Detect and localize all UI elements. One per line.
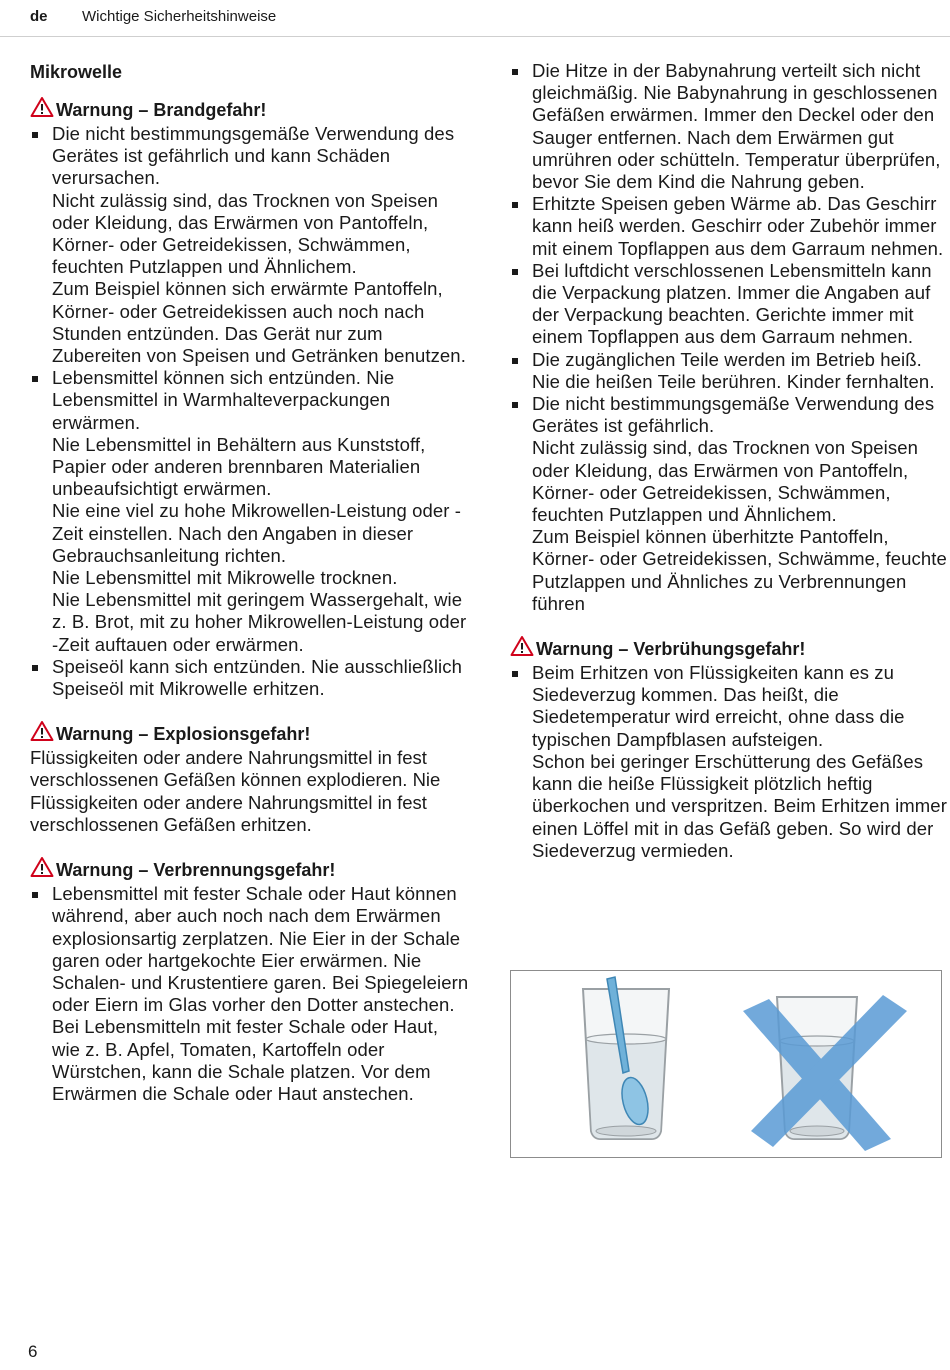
warning-triangle-icon: [30, 96, 56, 123]
list-item-paragraph: Speiseöl kann sich entzünden. Nie ausschließlich Speiseöl mit Mikrowelle erhitzen.: [52, 655, 462, 700]
scald-warning-list: [510, 662, 950, 862]
list-item-paragraph: Nie Lebensmittel mit geringem Wassergehalt, wie z. B. Brot, mit zu hoher Mikrowellen-Leistung oder -Zeit auftauen oder erwärmen.: [52, 589, 467, 655]
warning-title: Warnung – Brandgefahr!: [56, 99, 267, 120]
left-column: [30, 60, 470, 1105]
fire-warning-list: [30, 123, 470, 700]
right-column: [510, 60, 950, 862]
warning-triangle-icon: [510, 635, 536, 662]
explosion-warning-text: Flüssigkeiten oder andere Nahrungsmittel in fest verschlossenen Gefäßen können explodieren. Nie Flüssigkeiten oder andere Nahrungsmittel in fest verschlossenen Gefäßen erhitzen.: [30, 747, 441, 835]
burn-warning-list-continued: [510, 60, 950, 615]
list-item: [510, 60, 950, 193]
list-item-paragraph: Nie eine viel zu hohe Mikrowellen-Leistung oder -Zeit einstellen. Nach den Angaben in dieser Gebrauchsanleitung richten.: [52, 500, 462, 566]
warning-title: Warnung – Verbrühungsgefahr!: [536, 638, 806, 659]
warning-title: Warnung – Explosionsgefahr!: [56, 723, 311, 744]
list-item-paragraph: Bei luftdicht verschlossenen Lebensmitteln kann die Verpackung platzen. Immer die Angaben auf der Verpackung beachten. Gerichte immer mit einem Topflappen aus dem Garraum nehmen.: [532, 259, 932, 348]
list-item: [510, 260, 950, 349]
square-bullet-icon: [32, 376, 38, 382]
list-item-paragraph: Lebensmittel mit fester Schale oder Haut können während, aber auch noch nach dem Erwärmen explosionsartig zerplatzen. Nie Eier in der Schale garen oder hartgekochte Eier erwärmen. Nie Schalen- und Krustentiere garen. Bei Spiegeleiern oder Eiern im Glas vorher den Dotter anstechen. Bei Lebensmitteln mit fester Schale oder Haut, wie z. B. Apfel, Tomaten, Kartoffeln oder Würstchen, kann die Schale platzen. Vor dem Erwärmen die Schale oder Haut anstechen.: [52, 883, 469, 1104]
list-item-paragraph: Erhitzte Speisen geben Wärme ab. Das Geschirr kann heiß werden. Geschirr oder Zubehör immer mit einem Topflappen aus dem Garraum nehmen.: [532, 193, 944, 259]
square-bullet-icon: [512, 358, 518, 364]
warning-heading-scald: [510, 635, 950, 662]
header-divider: [0, 36, 950, 37]
boiling-delay-illustration: [510, 970, 942, 1158]
list-item-paragraph: Zum Beispiel können sich erwärmte Pantoffeln, Körner- oder Getreidekissen auch noch nach Stunden entzünden. Das Gerät nur zum Zubereiten von Speisen und Getränken benutzen.: [52, 278, 466, 367]
square-bullet-icon: [32, 892, 38, 898]
warning-triangle-icon: [30, 856, 56, 883]
list-item-paragraph: Die zugänglichen Teile werden im Betrieb heiß. Nie die heißen Teile berühren. Kinder fernhalten.: [532, 348, 935, 392]
section-heading-mikrowelle: Mikrowelle: [30, 62, 123, 82]
warning-heading-explosion: [30, 720, 470, 747]
page-number: 6: [28, 1342, 38, 1361]
list-item: [30, 656, 470, 700]
list-item: [510, 662, 950, 862]
list-item-paragraph: Schon bei geringer Erschütterung des Gefäßes kann die heiße Flüssigkeit plötzlich heftig überkochen und verspritzen. Beim Erhitzen immer einen Löffel mit in das Gefäß geben. So wird der Siedeverzug vermieden.: [532, 750, 947, 861]
list-item-paragraph: Die nicht bestimmungsgemäße Verwendung des Gerätes ist gefährlich.: [532, 393, 935, 437]
list-item-paragraph: Nicht zulässig sind, das Trocknen von Speisen oder Kleidung, das Erwärmen von Pantoffeln, Körner- oder Getreidekissen, Schwämmen, feuchten Putzlappen und Ähnlichem.: [532, 437, 919, 526]
warning-heading-burn: [30, 856, 470, 883]
list-item-paragraph: Die Hitze in der Babynahrung verteilt sich nicht gleichmäßig. Nie Babynahrung in geschlossenen Gefäßen erwärmen. Immer den Deckel oder den Sauger entfernen. Nach dem Erwärmen gut umrühren oder schütteln. Temperatur überprüfen, bevor Sie dem Kind die Nahrung geben.: [532, 60, 941, 193]
list-item: [510, 393, 950, 615]
square-bullet-icon: [512, 402, 518, 408]
list-item: [510, 193, 950, 260]
square-bullet-icon: [512, 202, 518, 208]
warning-title: Warnung – Verbrennungsgefahr!: [56, 859, 336, 880]
square-bullet-icon: [512, 671, 518, 677]
list-item-paragraph: Nie Lebensmittel in Behältern aus Kunststoff, Papier oder anderen brennbaren Materialien unbeaufsichtigt erwärmen.: [52, 433, 426, 500]
list-item-paragraph: Lebensmittel können sich entzünden. Nie Lebensmittel in Warmhalteverpackungen erwärmen.: [52, 367, 395, 433]
glass-with-spoon-image: [583, 977, 669, 1139]
list-item: [510, 349, 950, 393]
warning-heading-fire: [30, 96, 470, 123]
list-item: [30, 367, 470, 656]
language-code: de: [30, 8, 48, 25]
list-item: [30, 123, 470, 367]
section-title: Wichtige Sicherheitshinweise: [82, 8, 277, 25]
list-item-paragraph: Die nicht bestimmungsgemäße Verwendung des Gerätes ist gefährlich und kann Schäden verursachen.: [52, 123, 455, 189]
square-bullet-icon: [512, 69, 518, 75]
list-item-paragraph: Zum Beispiel können überhitzte Pantoffeln, Körner- oder Getreidekissen, Schwämme, feuchte Putzlappen und Ähnliches zu Verbrennungen führen: [532, 526, 947, 614]
square-bullet-icon: [32, 665, 38, 671]
list-item-paragraph: Beim Erhitzen von Flüssigkeiten kann es zu Siedeverzug kommen. Das heißt, die Siedetemperatur wird erreicht, ohne dass die typischen Dampfblasen aufsteigen.: [532, 662, 905, 750]
square-bullet-icon: [512, 269, 518, 275]
page-header: [30, 8, 942, 30]
warning-triangle-icon: [30, 720, 56, 747]
list-item: [30, 883, 470, 1105]
burn-warning-list: [30, 883, 470, 1105]
list-item-paragraph: Nicht zulässig sind, das Trocknen von Speisen oder Kleidung, das Erwärmen von Pantoffeln, Körner- oder Getreidekissen, Schwämmen, feuchten Putzlappen und Ähnlichem.: [52, 189, 439, 278]
square-bullet-icon: [32, 132, 38, 138]
list-item-paragraph: Nie Lebensmittel mit Mikrowelle trocknen.: [52, 567, 398, 589]
